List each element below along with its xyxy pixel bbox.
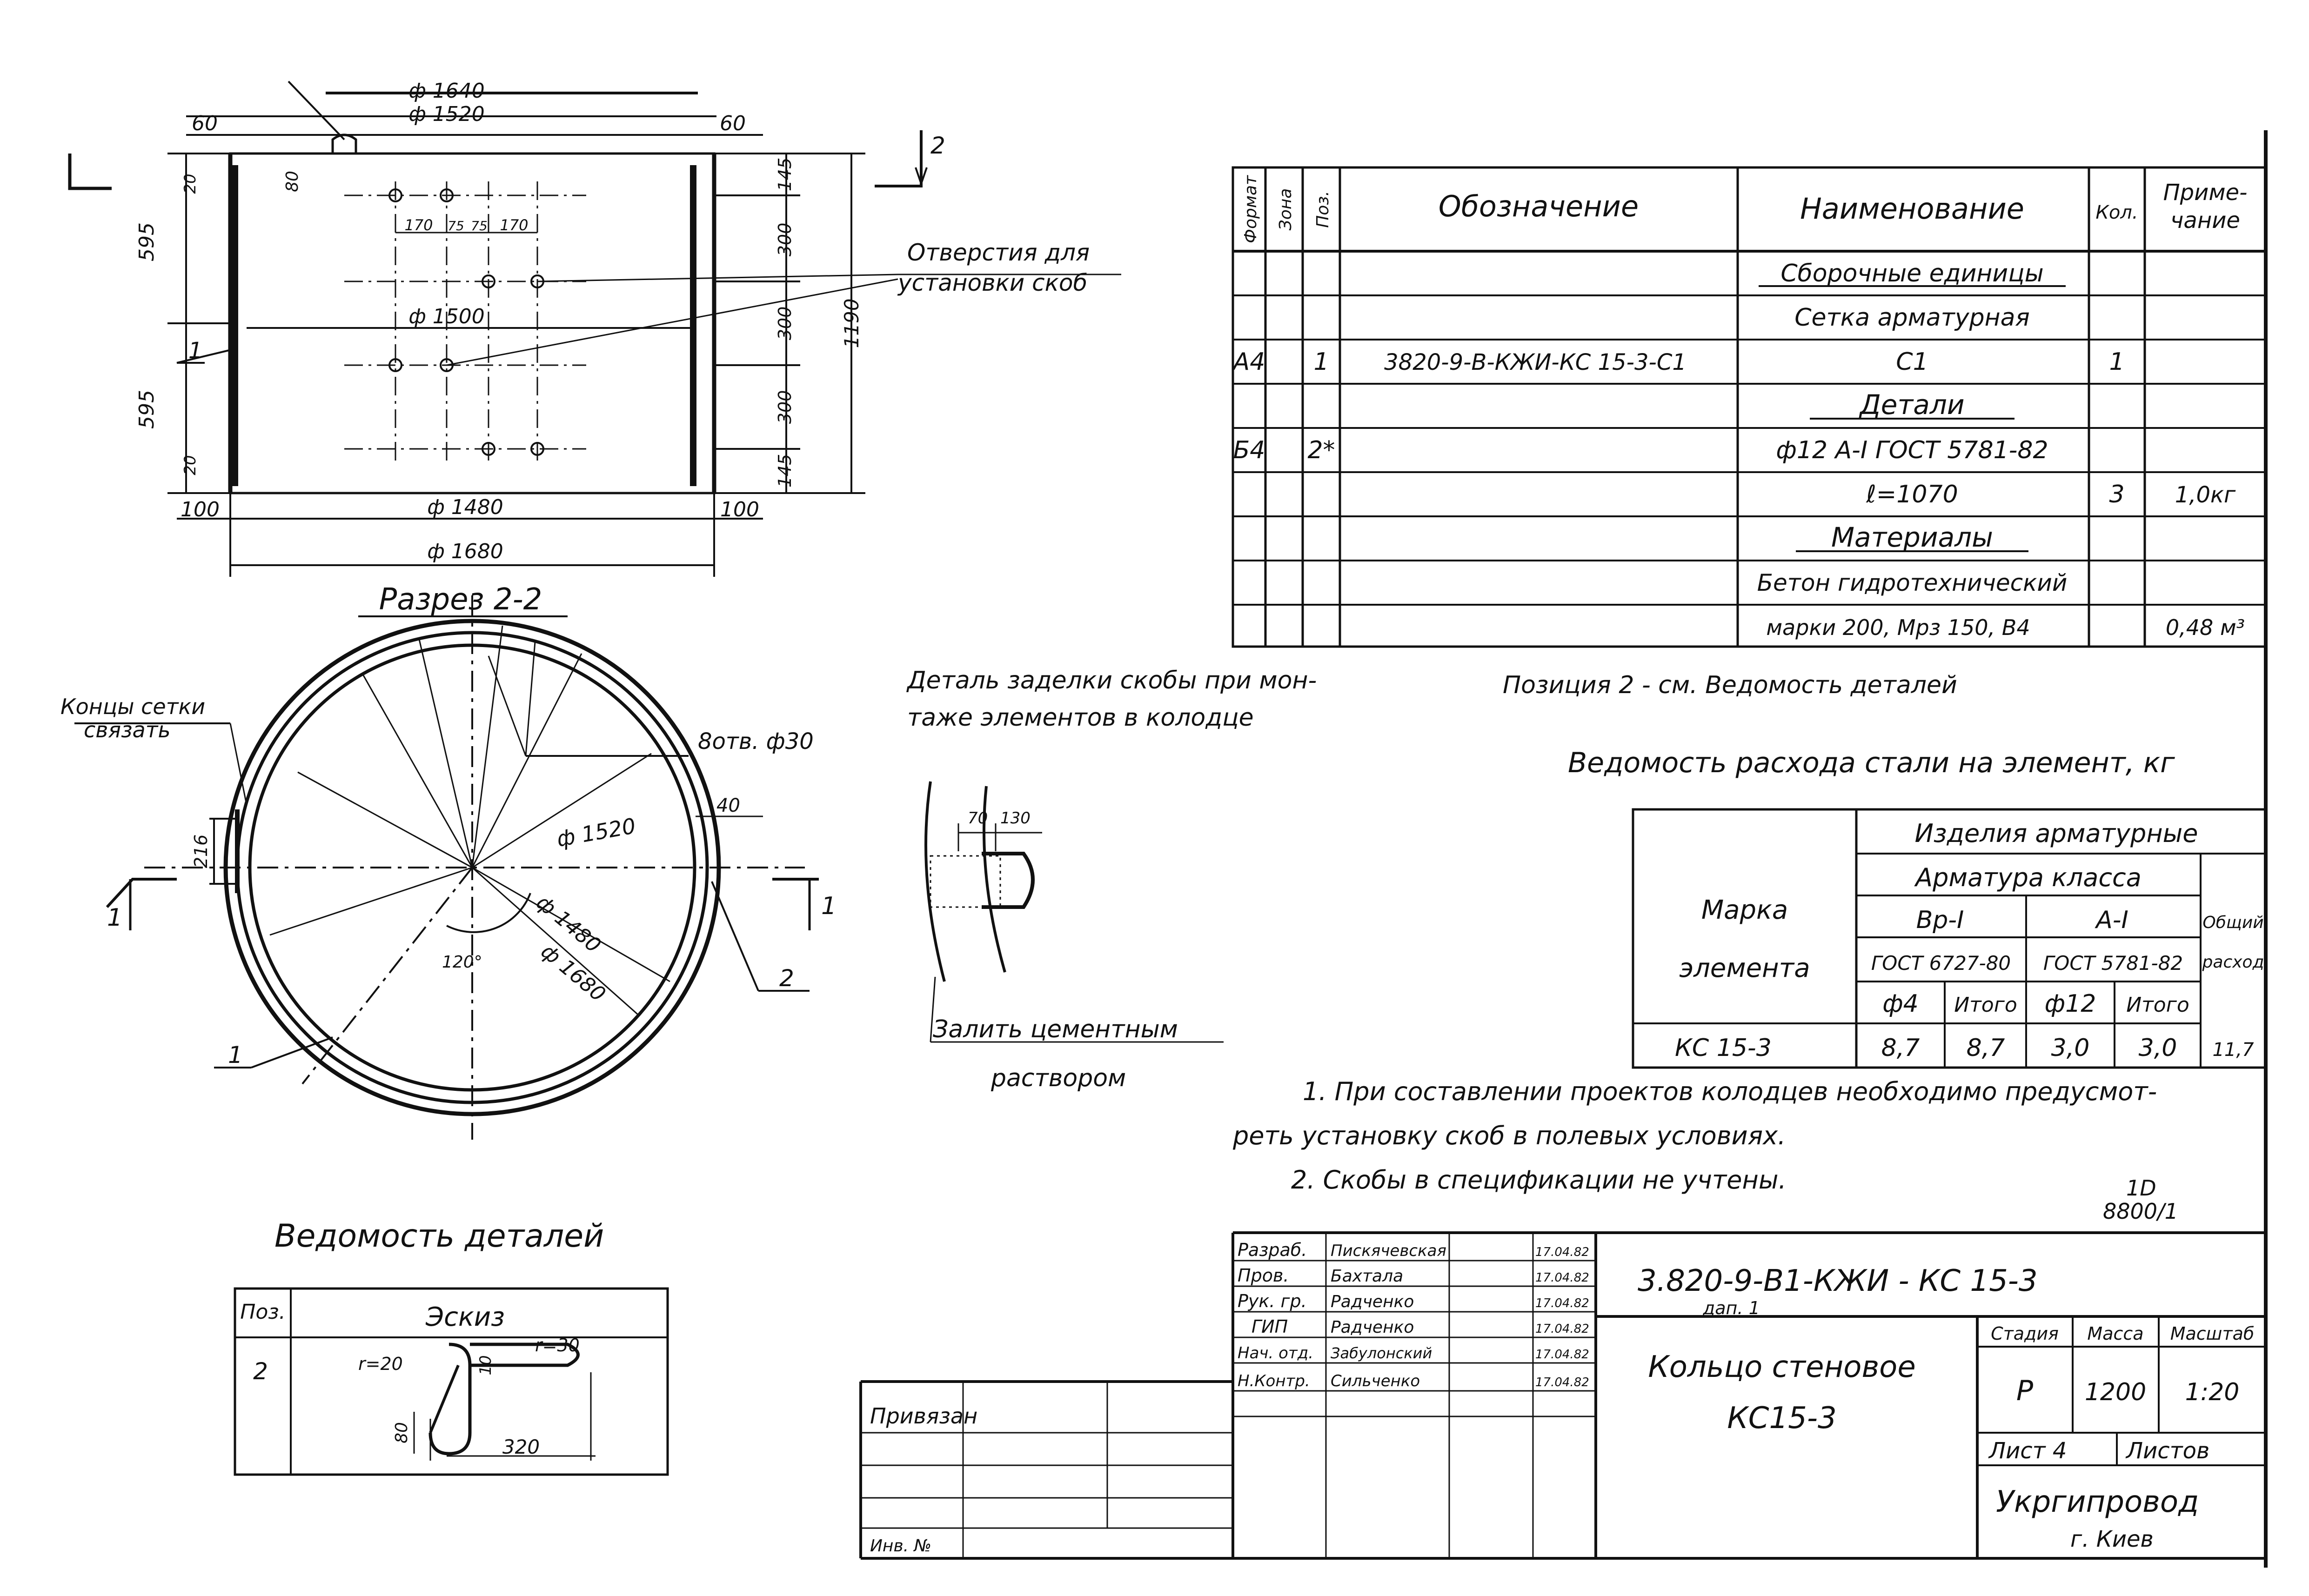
tb-scale: 1:20	[2185, 1378, 2240, 1406]
section-callout-1: 1	[228, 1042, 243, 1068]
dim-595-top: 595	[135, 222, 159, 261]
steel-h-gost-1: ГОСТ 6727-80	[1871, 952, 2011, 975]
tb-name: Радченко	[1331, 1318, 1414, 1337]
parts-r20: r=20	[358, 1354, 403, 1374]
steel-h-items: Изделия арматурные	[1914, 819, 2198, 848]
section-mark-right: 1	[821, 892, 837, 920]
dim-145-top: 145	[775, 157, 795, 192]
steel-row-d4: 8,7	[1881, 1034, 1920, 1062]
stamp-code-b: 8800/1	[2103, 1199, 2178, 1224]
tb-name: Пискячевская	[1331, 1242, 1446, 1260]
tb-privyazan: Привязан	[870, 1403, 978, 1429]
section-dim-1480: ф 1480	[531, 890, 606, 958]
spec-row-pos: 2*	[1307, 436, 1335, 464]
tb-date: 17.04.82	[1535, 1348, 1589, 1362]
holes-note-line-1: Отверстия для	[907, 239, 1090, 266]
dim-145-bottom: 145	[775, 454, 795, 488]
tb-name-line-1: Кольцо стеновое	[1648, 1350, 1916, 1384]
tb-h-stage: Стадия	[1991, 1323, 2059, 1344]
spec-header-note-2: чание	[2170, 207, 2240, 234]
spec-row-format: Б4	[1233, 436, 1265, 464]
steel-row-itogo-1: 8,7	[1966, 1034, 2005, 1062]
tb-inv: Инв. №	[870, 1536, 932, 1556]
section-dim-1520: ф 1520	[555, 813, 638, 852]
tb-role: Пров.	[1238, 1265, 1289, 1286]
section-holes-label: 8отв. ф30	[698, 728, 814, 755]
parts-pos: 2	[253, 1358, 268, 1385]
spec-row-pos: 1	[1313, 348, 1329, 376]
detail-dim-70: 70	[968, 809, 988, 828]
spec-row-format: А4	[1233, 348, 1265, 376]
tb-name: Радченко	[1331, 1292, 1414, 1311]
dim-1640: ф 1640	[408, 79, 485, 103]
dim-80: 80	[283, 171, 302, 192]
dim-1500: ф 1500	[408, 305, 485, 328]
tb-date: 17.04.82	[1535, 1322, 1589, 1336]
spec-row-name: Материалы	[1831, 521, 1993, 553]
detail-fill-note-1: Залить цементным	[933, 1015, 1178, 1043]
spec-header-zone: Зона	[1276, 188, 1295, 231]
section-dim-40: 40	[716, 795, 740, 816]
tb-h-scale: Масштаб	[2170, 1323, 2255, 1344]
tb-name: Бахтала	[1331, 1267, 1404, 1286]
spec-header-pos: Поз.	[1313, 191, 1332, 228]
steel-row-total: 11,7	[2212, 1039, 2254, 1061]
steel-row-d12: 3,0	[2051, 1034, 2090, 1062]
tb-role: Рук. гр.	[1238, 1291, 1307, 1311]
section-mark-left: 1	[107, 904, 123, 932]
steel-row-itogo-2: 3,0	[2138, 1034, 2177, 1062]
parts-dim-80: 80	[392, 1422, 411, 1443]
parts-dim-10: 10	[476, 1355, 495, 1376]
steel-title: Ведомость расхода стали на элемент, кг	[1568, 747, 2175, 779]
dim-1680: ф 1680	[427, 540, 503, 563]
parts-dim-320: 320	[502, 1436, 540, 1458]
section-mark-2: 2	[930, 132, 945, 159]
dim-170-left: 170	[404, 216, 433, 234]
dim-20-bottom: 20	[181, 455, 200, 475]
spec-row-qty: 1	[2109, 348, 2125, 376]
section-view	[74, 595, 819, 1140]
tb-city: г. Киев	[2070, 1526, 2154, 1552]
spec-row-note: 1,0кг	[2175, 482, 2236, 508]
dim-75-left: 75	[448, 218, 464, 234]
tb-role: Разраб.	[1238, 1240, 1307, 1260]
parts-h-pos: Поз.	[240, 1300, 286, 1324]
steel-h-class: Арматура класса	[1915, 863, 2142, 892]
detail-texts	[906, 667, 1317, 1092]
tb-h-mass: Масса	[2087, 1323, 2144, 1344]
spec-header-code: Обозначение	[1438, 189, 1639, 223]
spec-row-note: 0,48 м³	[2165, 615, 2245, 640]
dim-100-right: 100	[720, 498, 759, 521]
parts-h-sketch: Эскиз	[426, 1302, 505, 1332]
steel-h-total-1: Общий	[2202, 913, 2264, 932]
dim-1190: 1190	[840, 298, 863, 348]
tb-name: Забулонский	[1331, 1344, 1432, 1362]
steel-h-mark-1: Марка	[1701, 895, 1788, 925]
tb-mass: 1200	[2084, 1378, 2147, 1406]
detail-title-line-1: Деталь заделки скобы при мон-	[907, 667, 1317, 694]
note-2: 2. Скобы в спецификации не учтены.	[1291, 1165, 1787, 1195]
tb-role: ГИП	[1252, 1316, 1288, 1337]
dim-20-top: 20	[181, 174, 200, 194]
stamp-code-a: 1D	[2126, 1175, 2156, 1201]
dim-60-right: 60	[720, 112, 746, 135]
ends-note-line-2: связать	[84, 717, 171, 742]
steel-h-d12: ф12	[2044, 990, 2096, 1018]
tb-name: Сильченко	[1331, 1372, 1420, 1390]
detail-fill-note-2: раствором	[991, 1064, 1126, 1092]
spec-row-name: ф12 А-I ГОСТ 5781-82	[1776, 436, 2048, 464]
dim-60-left: 60	[192, 112, 218, 135]
spec-row-name: Детали	[1860, 389, 1965, 421]
steel-h-bp: Вр-I	[1916, 906, 1964, 934]
section-title: Разрез 2-2	[379, 582, 542, 617]
tb-doc-sub: дап. 1	[1703, 1298, 1760, 1318]
spec-footnote: Позиция 2 - см. Ведомость деталей	[1503, 671, 1957, 699]
parts-title: Ведомость деталей	[274, 1218, 604, 1255]
plan-callout-1: 1	[188, 338, 203, 364]
ends-note-line-1: Концы сетки	[60, 694, 206, 719]
steel-texts	[1568, 747, 2264, 1062]
tb-date: 17.04.82	[1535, 1376, 1589, 1389]
dim-100-left: 100	[181, 498, 220, 521]
steel-row-mark: КС 15-3	[1675, 1034, 1772, 1062]
tb-org: Укргипровод	[1996, 1485, 2199, 1519]
dim-170-right: 170	[500, 216, 529, 234]
title-block-texts	[870, 1240, 2254, 1556]
dim-300-c: 300	[775, 390, 795, 424]
tb-doc-code: 3.820-9-В1-КЖИ - КС 15-3	[1638, 1264, 2038, 1298]
tb-date: 17.04.82	[1535, 1245, 1589, 1259]
spec-header-format: Формат	[1241, 175, 1260, 244]
steel-table	[1633, 809, 2266, 1068]
steel-h-gost-2: ГОСТ 5781-82	[2043, 952, 2183, 975]
dim-1520: ф 1520	[408, 102, 485, 126]
dim-300-b: 300	[775, 306, 795, 341]
steel-h-itogo-1: Итого	[1954, 993, 2017, 1017]
tb-role: Нач. отд.	[1238, 1344, 1314, 1362]
tb-date: 17.04.82	[1535, 1296, 1589, 1310]
dim-75-right: 75	[471, 218, 488, 234]
spec-row-name: марки 200, Мрз 150, В4	[1766, 615, 2030, 640]
spec-row-code: 3820-9-В-КЖИ-КС 15-3-С1	[1384, 349, 1687, 375]
section-callout-2: 2	[779, 965, 794, 992]
spec-row-name: С1	[1896, 348, 1928, 376]
note-1-line-2: реть установку скоб в полевых условиях.	[1233, 1121, 1786, 1150]
steel-h-mark-2: элемента	[1679, 953, 1810, 983]
section-angle: 120°	[442, 953, 482, 972]
spec-row-name: ℓ=1070	[1866, 481, 1958, 508]
plan-texts	[135, 79, 1090, 563]
note-1-line-1: 1. При составлении проектов колодцев необходимо предусмот-	[1303, 1077, 2157, 1106]
spec-row-name: Бетон гидротехнический	[1757, 569, 2068, 596]
holes-note-line-2: установки скоб	[898, 269, 1088, 296]
plan-view	[70, 81, 1121, 577]
section-dim-216: 216	[191, 834, 211, 868]
tb-name-line-2: КС15-3	[1727, 1401, 1837, 1436]
notes	[1232, 1077, 2178, 1224]
tb-stage: Р	[2016, 1375, 2034, 1407]
spec-header-note-1: Приме-	[2163, 180, 2248, 206]
tb-sheet: Лист 4	[1989, 1438, 2067, 1464]
steel-h-d4: ф4	[1882, 990, 1919, 1018]
spec-row-name: Сборочные единицы	[1780, 260, 2044, 287]
spec-row-qty: 3	[2109, 481, 2125, 508]
tb-date: 17.04.82	[1535, 1271, 1589, 1285]
tb-role: Н.Контр.	[1238, 1372, 1310, 1390]
bracket-top	[333, 135, 356, 154]
spec-texts	[1232, 175, 2248, 699]
section-dim-1680: ф 1680	[536, 939, 610, 1007]
dim-300-a: 300	[775, 222, 795, 257]
dim-1480: ф 1480	[427, 495, 503, 519]
dim-595-bottom: 595	[135, 390, 159, 429]
parts-r30: r=30	[535, 1335, 580, 1356]
spec-header-qty: Кол.	[2095, 202, 2138, 223]
steel-h-itogo-2: Итого	[2126, 993, 2189, 1017]
detail-dim-130: 130	[1000, 809, 1031, 828]
tb-sheets: Листов	[2126, 1438, 2210, 1464]
spec-header-name: Наименование	[1800, 192, 2024, 226]
detail-title-line-2: таже элементов в колодце	[907, 704, 1254, 732]
spec-row-name: Сетка арматурная	[1794, 304, 2030, 332]
steel-h-a: А-I	[2096, 906, 2128, 934]
steel-h-total-2: расход	[2202, 953, 2264, 972]
